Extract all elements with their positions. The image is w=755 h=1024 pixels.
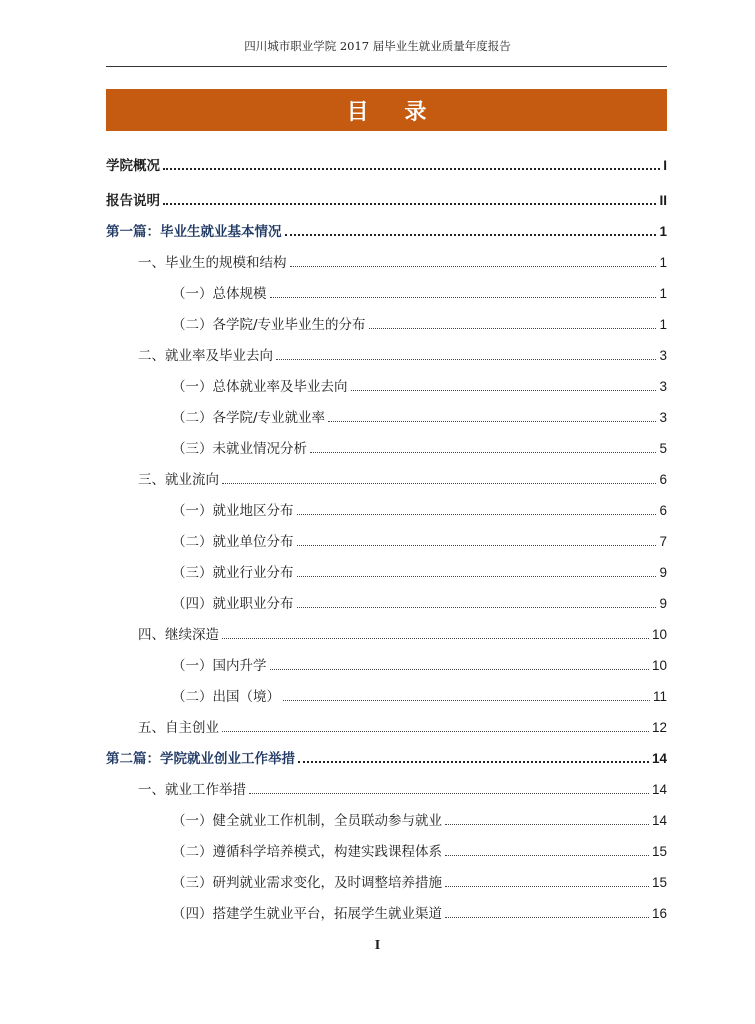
toc-entry-label: 三、就业流向 — [138, 472, 219, 488]
toc-entry[interactable] — [138, 777, 667, 799]
dot-leader — [328, 421, 656, 422]
toc-entry[interactable] — [172, 498, 667, 520]
toc-entry-label: （一）国内升学 — [172, 658, 267, 674]
toc-title: 目 录 — [346, 99, 441, 125]
toc-part-heading[interactable] — [106, 746, 667, 768]
toc-entry-label: 五、自主创业 — [138, 720, 219, 736]
running-header: 四川城市职业学院 2017 届毕业生就业质量年度报告 — [244, 39, 511, 53]
dot-leader — [298, 761, 649, 763]
dot-leader — [369, 328, 657, 329]
toc-entry-page: 10 — [651, 658, 667, 673]
toc-entry-page: 1 — [659, 317, 667, 332]
toc-entry[interactable] — [172, 374, 667, 396]
toc-entry[interactable] — [172, 684, 667, 706]
toc-entry-page: 9 — [659, 596, 667, 611]
dot-leader — [297, 607, 657, 608]
toc-entry-page: 15 — [651, 875, 667, 890]
toc-entry-page: 7 — [659, 534, 667, 549]
toc-entry-page: 12 — [651, 720, 667, 735]
toc-entry-page: 3 — [659, 379, 667, 394]
toc-entry[interactable] — [172, 560, 667, 582]
toc-entry[interactable] — [172, 653, 667, 675]
footer-page-number: I — [374, 938, 381, 953]
toc-entry-page: 11 — [652, 689, 667, 704]
toc-entry-label: 一、毕业生的规模和结构 — [138, 255, 287, 271]
dot-leader — [276, 359, 656, 360]
toc-entry-page: 1 — [659, 224, 667, 239]
toc-entry[interactable] — [172, 281, 667, 303]
toc-entry[interactable] — [172, 436, 667, 458]
toc-part-heading[interactable] — [106, 219, 667, 241]
toc-entry-label: （二）就业单位分布 — [172, 534, 294, 550]
toc-entry[interactable] — [172, 808, 667, 830]
toc-entry[interactable] — [172, 901, 667, 923]
toc-entry[interactable] — [172, 839, 667, 861]
toc-entry[interactable] — [138, 467, 667, 489]
toc-entry-label: （一）就业地区分布 — [172, 503, 294, 519]
toc-entry-label: （一）健全就业工作机制，全员联动参与就业 — [172, 813, 442, 829]
toc-entry[interactable] — [172, 591, 667, 613]
dot-leader — [270, 297, 657, 298]
toc-entry-page: 1 — [659, 286, 667, 301]
toc-entry[interactable] — [138, 343, 667, 365]
toc-entry-label: （一）总体就业率及毕业去向 — [172, 379, 348, 395]
toc-entry-page: 6 — [659, 472, 667, 487]
dot-leader — [445, 824, 649, 825]
toc-entry[interactable] — [172, 312, 667, 334]
dot-leader — [297, 576, 657, 577]
toc-entry[interactable] — [172, 870, 667, 892]
toc-entry-page: 14 — [651, 751, 667, 766]
toc-entry-label: （四）就业职业分布 — [172, 596, 294, 612]
toc-entry-label: （四）搭建学生就业平台，拓展学生就业渠道 — [172, 906, 442, 922]
toc-entry[interactable] — [106, 188, 667, 210]
toc-entry-label: 一、就业工作举措 — [138, 782, 246, 798]
toc-entry-page: I — [663, 158, 667, 173]
dot-leader — [351, 390, 657, 391]
dot-leader — [222, 731, 649, 732]
toc-entry-label: （二）各学院/专业就业率 — [172, 410, 326, 426]
toc-entry-label: （三）未就业情况分析 — [172, 441, 307, 457]
dot-leader — [270, 669, 649, 670]
toc-entry-label: （一）总体规模 — [172, 286, 267, 302]
dot-leader — [163, 203, 656, 205]
toc-entry-label: （二）各学院/专业毕业生的分布 — [172, 317, 366, 333]
toc-entry-label: 二、就业率及毕业去向 — [138, 348, 273, 364]
toc-entry-page: 15 — [651, 844, 667, 859]
toc-entry-label: （二）遵循科学培养模式，构建实践课程体系 — [172, 844, 442, 860]
dot-leader — [222, 483, 656, 484]
toc-entry-label: （三）研判就业需求变化，及时调整培养措施 — [172, 875, 442, 891]
toc-entry-label: 第一篇：毕业生就业基本情况 — [106, 224, 282, 240]
toc-entry[interactable] — [106, 153, 667, 175]
toc-entry-page: 1 — [659, 255, 667, 270]
dot-leader — [285, 234, 657, 236]
dot-leader — [310, 452, 656, 453]
dot-leader — [163, 168, 660, 170]
toc-entry-page: 6 — [659, 503, 667, 518]
toc-entry-label: （二）出国（境） — [172, 689, 280, 705]
toc-entry-label: 报告说明 — [106, 193, 160, 209]
toc-entry-label: （三）就业行业分布 — [172, 565, 294, 581]
toc-entry-page: 14 — [651, 782, 667, 797]
toc-entry[interactable] — [138, 622, 667, 644]
toc-entry-label: 第二篇：学院就业创业工作举措 — [106, 751, 295, 767]
toc-entry-page: 5 — [659, 441, 667, 456]
toc-entry-page: 9 — [659, 565, 667, 580]
toc-entry-page: 3 — [659, 410, 667, 425]
dot-leader — [297, 514, 657, 515]
toc-entry-page: 10 — [651, 627, 667, 642]
dot-leader — [290, 266, 657, 267]
toc-entry-label: 四、继续深造 — [138, 627, 219, 643]
dot-leader — [445, 855, 649, 856]
toc-entry-page: 16 — [651, 906, 667, 921]
dot-leader — [222, 638, 649, 639]
toc-entry[interactable] — [138, 715, 667, 737]
toc-entry[interactable] — [172, 405, 667, 427]
toc-entry-label: 学院概况 — [106, 158, 160, 174]
toc-entry-page: II — [659, 193, 667, 208]
toc-entry[interactable] — [172, 529, 667, 551]
dot-leader — [249, 793, 649, 794]
dot-leader — [297, 545, 657, 546]
dot-leader — [445, 886, 649, 887]
dot-leader — [283, 700, 650, 701]
toc-entry-page: 14 — [651, 813, 667, 828]
dot-leader — [445, 917, 649, 918]
toc-entry-page: 3 — [659, 348, 667, 363]
toc-entry[interactable] — [138, 250, 667, 272]
